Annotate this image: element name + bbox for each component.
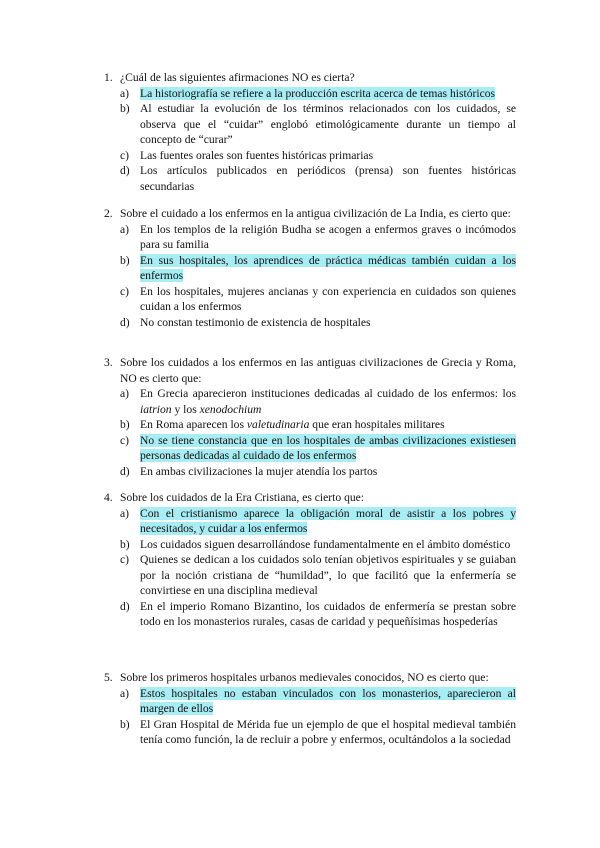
option-text-highlighted: En sus hospitales, los aprendices de práctica médicas también cuidan a los enfermos	[140, 253, 516, 282]
option-letter: c)	[120, 148, 130, 162]
option-letter: b)	[120, 418, 130, 431]
option-text-highlighted: La historiografía se refiere a la producción escrita acerca de temas históricos	[140, 86, 496, 100]
question-number: 1.	[104, 71, 113, 84]
option-letter: b)	[120, 102, 130, 115]
option-text: No constan testimonio de existencia de hospitales	[140, 315, 371, 329]
option-letter: d)	[120, 464, 130, 478]
italic-term: valetudinaria	[246, 418, 310, 431]
question-5	[104, 670, 516, 748]
question-4	[104, 490, 516, 630]
option-d	[120, 464, 516, 480]
option-c	[120, 552, 516, 599]
option-letter: a)	[120, 387, 130, 400]
question-2	[104, 206, 516, 330]
option-b	[120, 101, 516, 148]
question-text: Sobre los cuidados a los enfermos en las antiguas civilizaciones de Grecia y Roma, NO es cierto que:	[120, 356, 516, 385]
option-text: En ambas civilizaciones la mujer atendía los partos	[140, 464, 378, 478]
option-text: En Roma aparecen los valetudinaria que eran hospitales militares	[140, 418, 445, 431]
option-text: Las fuentes orales son fuentes históricas primarias	[140, 148, 374, 162]
option-d	[120, 163, 516, 194]
option-b	[120, 717, 516, 748]
question-text: ¿Cuál de las siguientes afirmaciones NO es cierta?	[120, 71, 355, 84]
option-letter: a)	[120, 86, 130, 100]
question-text: Sobre los primeros hospitales urbanos medievales conocidos, NO es cierto que:	[120, 671, 489, 684]
option-letter: a)	[120, 506, 130, 520]
question-text: Sobre los cuidados de la Era Cristiana, es cierto que:	[120, 491, 365, 504]
option-a	[120, 686, 516, 717]
option-letter: a)	[120, 686, 130, 700]
option-b	[120, 253, 516, 284]
option-letter: c)	[120, 553, 130, 566]
option-b	[120, 537, 516, 553]
option-text: En los templos de la religión Budha se acogen a enfermos graves o incómodos para su familia	[140, 222, 516, 251]
option-letter: d)	[120, 164, 130, 177]
question-number: 4.	[104, 491, 113, 504]
option-letter: b)	[120, 717, 130, 731]
option-a	[120, 86, 516, 102]
option-text: Los cuidados siguen desarrollándose fundamentalmente en el ámbito doméstico	[140, 537, 511, 551]
italic-term: iatrion	[140, 402, 172, 416]
option-letter: b)	[120, 537, 130, 551]
option-letter: d)	[120, 599, 130, 613]
option-text: Quienes se dedican a los cuidados solo tenían objetivos espirituales y se guiaban por la noción cristiana de “humildad”, lo que facilitó que la enfermería se convirtiese en una disciplina medieval	[140, 553, 516, 597]
option-d	[120, 599, 516, 630]
question-number: 5.	[104, 671, 113, 684]
option-text: En Grecia aparecieron instituciones dedicadas al cuidado de los enfermos: los iatrion y los xenodochium	[140, 387, 516, 416]
question-3	[104, 355, 516, 479]
option-letter: d)	[120, 315, 130, 329]
option-letter: b)	[120, 253, 130, 267]
option-c	[120, 148, 516, 164]
option-text: En los hospitales, mujeres ancianas y con experiencia en cuidados son quienes cuidan a los enfermos	[140, 284, 516, 313]
option-text: Al estudiar la evolución de los términos relacionados con los cuidados, se observa que el “cuidar” englobó etimológicamente durante un tiempo al concepto de “curar”	[140, 102, 516, 146]
option-text: Los artículos publicados en periódicos (prensa) son fuentes históricas secundarias	[140, 164, 516, 193]
option-letter: a)	[120, 222, 130, 236]
option-text: En el imperio Romano Bizantino, los cuidados de enfermería se prestan sobre todo en los monasterios rurales, casas de caridad y pequeñísimas hospederías	[140, 599, 516, 628]
option-c	[120, 284, 516, 315]
question-1	[104, 70, 516, 194]
option-c	[120, 433, 516, 464]
option-letter: c)	[120, 284, 130, 298]
option-b	[120, 417, 516, 433]
option-text: El Gran Hospital de Mérida fue un ejemplo de que el hospital medieval también tenía como función, la de recluir a pobre y enfermos, ocultándolos a la sociedad	[140, 717, 516, 746]
option-letter: c)	[120, 433, 130, 447]
option-a	[120, 506, 516, 537]
option-d	[120, 315, 516, 331]
option-text-highlighted: No se tiene constancia que en los hospitales de ambas civilizaciones existiesen personas dedicadas al cuidado de los enfermos	[140, 433, 516, 462]
option-text-highlighted: Con el cristianismo aparece la obligación moral de asistir a los pobres y necesitados, y cuidar a los enfermos	[140, 506, 516, 535]
question-number: 3.	[104, 356, 113, 369]
question-text: Sobre el cuidado a los enfermos en la antigua civilización de La India, es cierto que:	[120, 207, 511, 220]
option-a	[120, 386, 516, 417]
option-text-highlighted: Estos hospitales no estaban vinculados con los monasterios, aparecieron al margen de ellos	[140, 686, 516, 715]
italic-term: xenodochium	[199, 402, 262, 416]
question-number: 2.	[104, 207, 113, 220]
option-a	[120, 222, 516, 253]
